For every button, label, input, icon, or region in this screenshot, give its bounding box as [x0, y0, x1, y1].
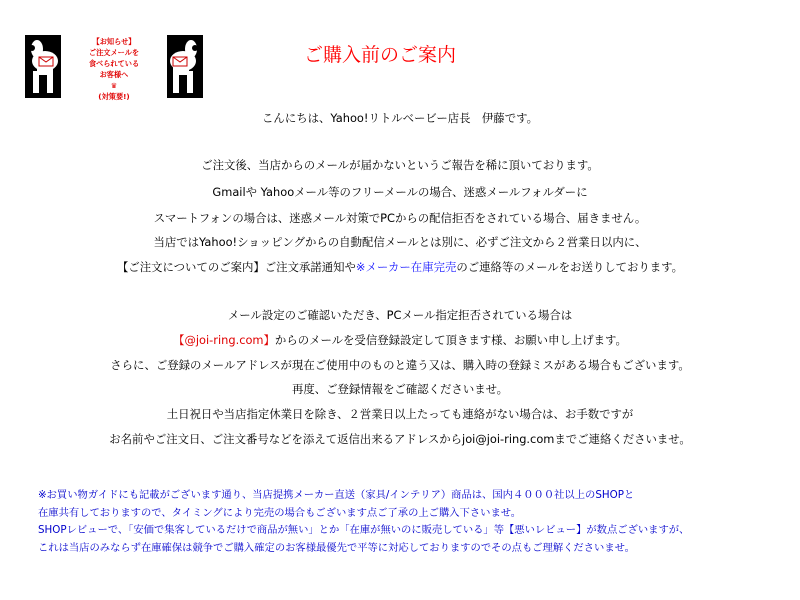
para2-line5: 土日祝日や当店指定休業日を除き、２営業日以上たっても連絡がない場合は、お手数ですが	[166, 407, 634, 421]
page-title: ご購入前のご案内	[303, 44, 456, 66]
banner-line: 【お知らせ】	[92, 37, 136, 46]
notice-line1: ※お買い物ガイドにも記載がございます通り、当店提携メーカー直送（家具/インテリア）商品は、国内４０００社以上のSHOPと	[38, 489, 635, 501]
para1-line4: 当店ではYahoo!ショッピングからの自動配信メールとは別に、必ずご注文から２営業日以内に、	[153, 235, 647, 249]
banner-line: お客様へ	[99, 70, 129, 79]
para1-line5	[0, 259, 800, 275]
para1-line5-end: のご連絡等のメールをお送りしております。	[456, 260, 684, 274]
banner-line: (対策要!)	[98, 92, 130, 101]
banner-line: 食べられている	[88, 59, 140, 68]
maker-soldout-link[interactable]: ※メーカー在庫完売	[355, 260, 457, 274]
para2-line4: 再度、ご登録情報をご確認くださいませ。	[291, 382, 509, 396]
para2-line6: お名前やご注文日、ご注文番号などを添えて返信出来るアドレスからjoi@joi-ring.comまでご連絡くださいませ。	[109, 432, 691, 446]
para1-line3: スマートフォンの場合は、迷惑メール対策でPCからの配信拒否をされている場合、届きません。	[153, 211, 647, 225]
banner-line: ご注文メールを	[88, 48, 140, 57]
notice-line3: SHOPレビューで、「安価で集客しているだけで商品が無い」とか「在庫が無いのに販売している」等【悪いレビュー】が数点ございますが、	[38, 524, 690, 536]
para2-line1: メール設定のご確認いただき、PCメール指定拒否されている場合は	[227, 308, 573, 322]
stock-notice	[38, 487, 788, 557]
para2-line2-rest: からのメールを受信登録設定して頂きます様、お願い申し上げます。	[274, 333, 627, 347]
notice-line2: 在庫共有しておりますので、タイミングにより完売の場合もございます点ご了承の上ご購入下さいませ。	[38, 506, 522, 519]
para1-line1: ご注文後、当店からのメールが届かないというご報告を稀に頂いております。	[201, 158, 599, 172]
para2-line2	[0, 332, 800, 348]
crown-icon: ♛	[110, 81, 118, 90]
para2-line3: さらに、ご登録のメールアドレスが現在ご使用中のものと違う又は、購入時の登録ミスがある場合もございます。	[110, 358, 690, 372]
notice-line4: これは当店のみならず在庫確保は競争でご購入確定のお客様最優先で平等に対応しておりますのでその点もご理解くださいませ。	[38, 541, 635, 554]
domain-highlight: 【@joi-ring.com】	[173, 333, 275, 347]
para1-line2: Gmailや Yahooメール等のフリーメールの場合、迷惑メールフォルダーに	[212, 185, 588, 199]
greeting-text: こんにちは、Yahoo!リトルベービー店長 伊藤です。	[262, 111, 538, 125]
para1-line5-start: 【ご注文についてのご案内】ご注文承諾通知や	[116, 260, 356, 274]
